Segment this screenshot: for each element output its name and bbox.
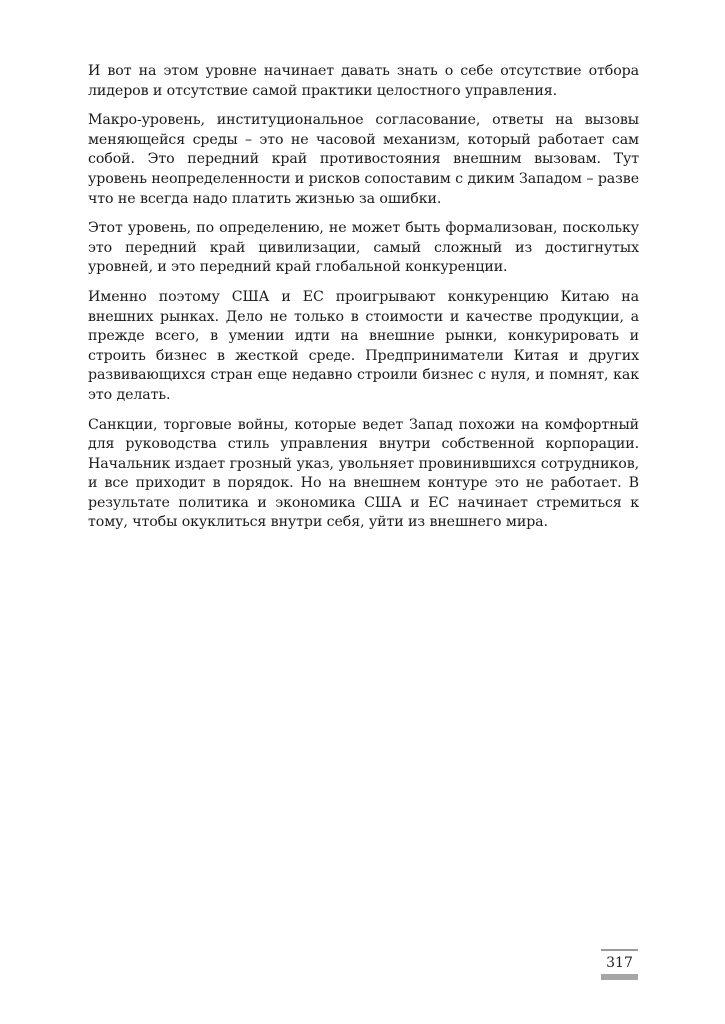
page-number-top-rule (601, 949, 638, 951)
paragraph-4: Именно поэтому США и ЕС проигрывают конкуренцию Китаю на внешних рынках. Дело не только в стоимости и качестве продукции, а прежде всего, в умении идти на внешние рынки, конкурировать и строить бизнес в жесткой среде. Предприниматели Китая и других развивающихся стран еще недавно строили бизнес с нуля, и помнят, как это делать. (88, 288, 639, 403)
body-text (88, 62, 639, 543)
paragraph-5: Санкции, торговые войны, которые ведет Запад похожи на комфортный для руководства стиль управления внутри собственной корпорации. Начальник издает грозный указ, увольняет провинившихся сотрудников, и все приходит в порядок. Но на внешнем контуре это не работает. В результате политика и экономика США и ЕС начинает стремиться к тому, чтобы окуклиться внутри себя, уйти из внешнего мира. (88, 416, 639, 531)
paragraph-1: И вот на этом уровне начинает давать знать о себе отсутствие отбора лидеров и отсутствие самой практики целостного управления. (88, 63, 639, 99)
page-number-bottom-bar (601, 974, 638, 980)
paragraph-3: Этот уровень, по определению, не может быть формализован, поскольку это передний край цивилизации, самый сложный из достигнутых уровней, и это передний край глобальной конкуренции. (88, 220, 639, 276)
page-number-block (601, 949, 638, 1009)
page-number: 317 (606, 955, 633, 971)
paragraph-2: Макро-уровень, институциональное согласование, ответы на вызовы меняющейся среды – это не часовой механизм, который работает сам собой. Это передний край противостояния внешним вызовам. Тут уровень неопределенности и рисков сопоставим с диким Западом – разве что не всегда надо платить жизнью за ошибки. (88, 112, 639, 207)
